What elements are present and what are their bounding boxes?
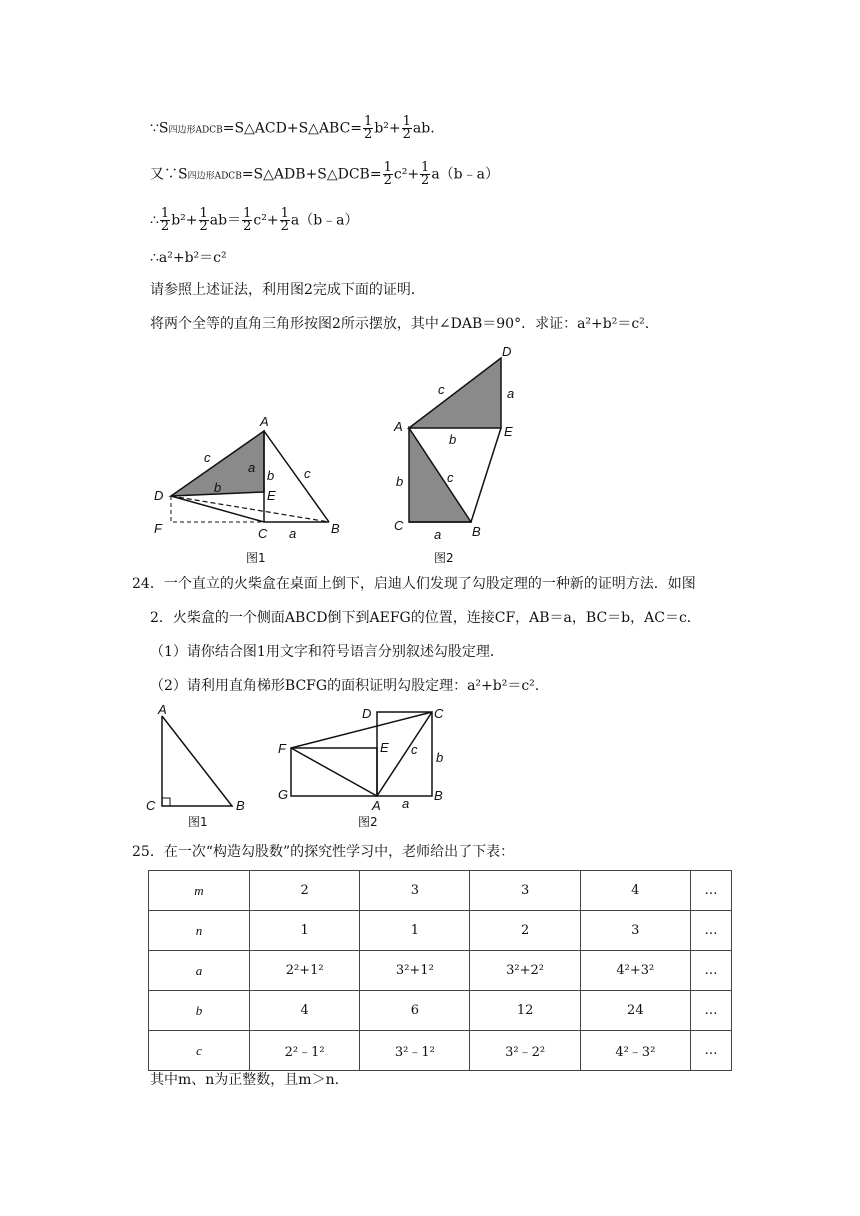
fig1-label-c2: c	[304, 466, 311, 481]
fig2-label-b2: b	[396, 474, 404, 489]
q25-footer: 其中m、n为正整数，且m＞n.	[150, 1072, 340, 1088]
fig1-label-B: B	[331, 521, 340, 536]
svg-text:C: C	[434, 706, 444, 721]
fig1-label-c1: c	[204, 450, 211, 465]
figure-1	[154, 414, 340, 565]
fig1-label-F: F	[154, 521, 162, 536]
fig2-label-C: C	[394, 518, 404, 533]
fig2-label-D: D	[502, 344, 512, 359]
fig1-label-E: E	[267, 488, 276, 503]
figures-top	[146, 340, 526, 568]
table-row: m 2 3 3 4 …	[149, 871, 732, 911]
q24-line-3: （1）请你结合图1用文字和符号语言分别叙述勾股定理．	[150, 644, 504, 660]
svg-text:A: A	[158, 702, 167, 717]
table-row: n 1 1 2 3 …	[149, 911, 732, 951]
svg-text:F: F	[278, 741, 286, 756]
fig2-label-c2: c	[447, 470, 454, 485]
svg-text:A: A	[372, 798, 381, 813]
svg-text:B: B	[236, 798, 245, 813]
svg-text:D: D	[362, 706, 372, 721]
fig1-caption: 图1	[246, 551, 266, 565]
fig2-label-B: B	[472, 524, 481, 539]
svg-text:C: C	[146, 798, 156, 813]
svg-text:c: c	[411, 742, 418, 757]
q24-line-4: （2）请利用直角梯形BCFG的面积证明勾股定理：a²+b²＝c².	[150, 678, 540, 694]
svg-text:a: a	[402, 796, 410, 811]
fig1-label-a2: a	[289, 526, 297, 541]
proof-line-1: ∵S四边形ADCB=S△ACD+S△ABC= $\frac{1}{2}$ b²+ $\frac{1}{2}$ ab.	[150, 114, 435, 142]
instruction-line: 请参照上述证法，利用图2完成下面的证明．	[150, 282, 425, 298]
proof-line-3: ∴ $\frac{1}{2}$ b²+ $\frac{1}{2}$ ab＝ $\frac{1}{2}$ c²+ $\frac{1}{2}$ a（b﹣a）	[150, 206, 359, 234]
table-row: a 2²+1² 3²+1² 3²+2² 4²+3² …	[149, 951, 732, 991]
fig2-label-b1: b	[449, 432, 457, 447]
fig1-label-b2: b	[267, 468, 275, 483]
fig1-label-b1: b	[214, 480, 222, 495]
fig2-label-A: A	[394, 419, 403, 434]
proof-line-4: ∴a²+b²＝c²	[150, 250, 227, 266]
figure-2	[393, 344, 514, 565]
table-row: c 2²﹣1² 3²﹣1² 3²﹣2² 4²﹣3² …	[149, 1031, 732, 1071]
fig2-label-c1: c	[438, 382, 445, 397]
fig2-label-a1: a	[507, 386, 515, 401]
q24-line-1: 24．一个直立的火柴盒在桌面上倒下，启迪人们发现了勾股定理的一种新的证明方法．如图	[132, 576, 696, 592]
problem-statement: 将两个全等的直角三角形按图2所示摆放，其中∠DAB＝90°．求证：a²+b²＝c².	[150, 316, 650, 332]
proof-line-2: 又∵S四边形ADCB=S△ADB+S△DCB= $\frac{1}{2}$ c²+ $\frac{1}{2}$ a（b﹣a）	[150, 160, 499, 188]
q24-fig1-caption: 图1	[188, 815, 208, 829]
fig2-caption: 图2	[434, 551, 454, 565]
fig2-label-a2: a	[434, 527, 442, 542]
q24-figure-1	[146, 702, 245, 829]
fig1-label-A: A	[260, 414, 269, 429]
q25-intro: 25．在一次“构造勾股数”的探究性学习中，老师给出了下表：	[132, 844, 515, 860]
svg-text:G: G	[278, 787, 289, 802]
svg-text:E: E	[380, 740, 389, 755]
fig1-label-a1: a	[248, 460, 256, 475]
q24-figure-2	[278, 706, 444, 829]
q24-fig2-caption: 图2	[358, 815, 378, 829]
q24-line-2: 2．火柴盒的一个侧面ABCD倒下到AEFG的位置，连接CF，AB＝a，BC＝b，AC＝c．	[150, 610, 701, 626]
pythagorean-table	[148, 870, 732, 1071]
fig2-label-E: E	[504, 424, 513, 439]
svg-text:b: b	[436, 750, 444, 765]
svg-text:B: B	[434, 788, 443, 803]
figures-q24	[140, 700, 460, 830]
table-row: b 4 6 12 24 …	[149, 991, 732, 1031]
fig1-label-C: C	[258, 526, 268, 541]
fig1-label-D: D	[154, 488, 164, 503]
